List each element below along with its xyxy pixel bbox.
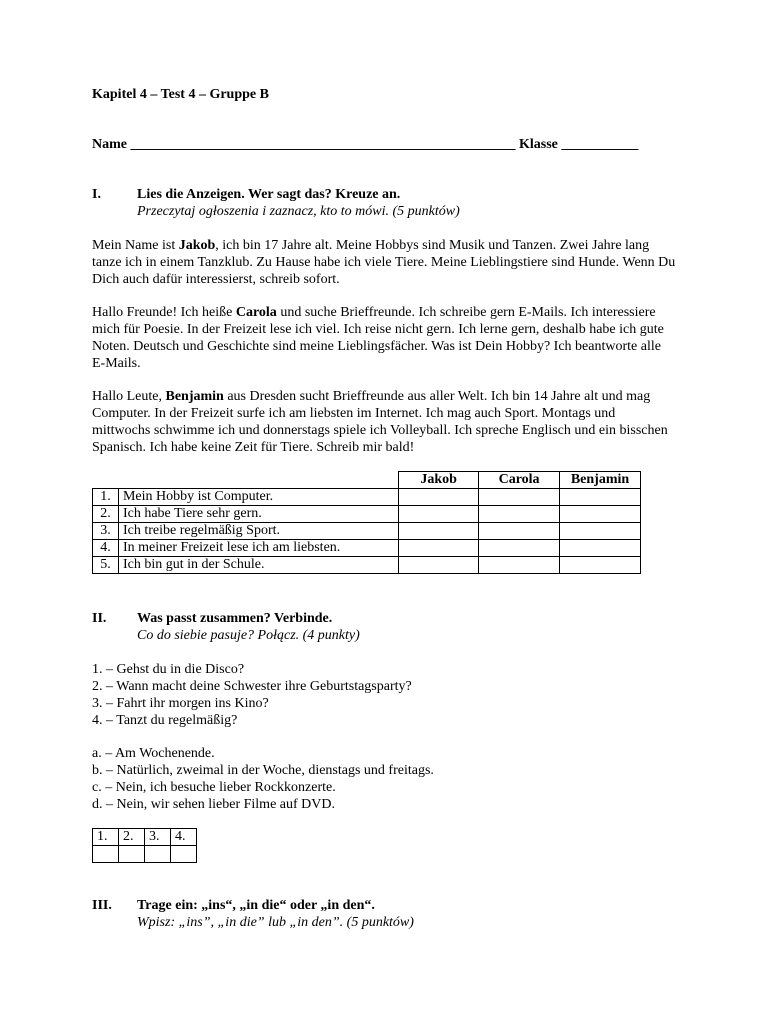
answer-cell[interactable] — [560, 540, 641, 557]
grid-answer-row — [93, 846, 197, 863]
blank-cell — [93, 472, 119, 489]
row-number: 5. — [93, 557, 119, 574]
ad-carola — [92, 304, 677, 372]
table-row — [93, 489, 641, 506]
row-statement: In meiner Freizeit lese ich am liebsten. — [118, 540, 398, 557]
table-header-row — [93, 472, 641, 489]
answer-cell[interactable] — [560, 523, 641, 540]
answer-cell[interactable] — [479, 540, 560, 557]
grid-label: 3. — [145, 829, 171, 846]
section-3-number: III. — [92, 898, 112, 913]
answer-cell[interactable] — [560, 489, 641, 506]
col-jakob: Jakob — [399, 472, 479, 489]
section-2-subtitle: Co do siebie pasuje? Połącz. (4 punkty) — [137, 628, 360, 643]
row-statement: Mein Hobby ist Computer. — [118, 489, 398, 506]
section-2-number: II. — [92, 611, 107, 626]
answer-cell[interactable] — [479, 523, 560, 540]
row-statement: Ich habe Tiere sehr gern. — [118, 506, 398, 523]
row-number: 3. — [93, 523, 119, 540]
ad-carola-name: Carola — [235, 305, 277, 320]
grid-answer-cell[interactable] — [93, 846, 119, 863]
answer-cell[interactable] — [399, 540, 479, 557]
col-carola: Carola — [479, 472, 560, 489]
row-number: 1. — [93, 489, 119, 506]
table-row — [93, 523, 641, 540]
question-4: 4. – Tanzt du regelmäßig? — [92, 713, 238, 728]
question-2: 2. – Wann macht deine Schwester ihre Geburtstagsparty? — [92, 679, 412, 694]
answer-c: c. – Nein, ich besuche lieber Rockkonzerte. — [92, 780, 336, 795]
answer-cell[interactable] — [399, 557, 479, 574]
ad-jakob-body: , ich bin 17 Jahre alt. Meine Hobbys sind Musik und Tanzen. Zwei Jahre lang tanze ich in einem Tanzklub. Zu Hause habe ich viele Tiere. Meine Lieblingstiere sind Hunde. Wenn Du Dich auch dafür interessierst, schreib sofort. — [92, 238, 676, 287]
question-1: 1. – Gehst du in die Disco? — [92, 662, 245, 677]
answer-cell[interactable] — [399, 506, 479, 523]
answer-d: d. – Nein, wir sehen lieber Filme auf DVD. — [92, 797, 335, 812]
page-title: Kapitel 4 – Test 4 – Gruppe B — [92, 87, 269, 102]
section-2-title: Was passt zusammen? Verbinde. — [137, 611, 333, 626]
grid-answer-cell[interactable] — [171, 846, 197, 863]
row-number: 2. — [93, 506, 119, 523]
grid-label: 1. — [93, 829, 119, 846]
row-number: 4. — [93, 540, 119, 557]
table-row — [93, 540, 641, 557]
section-1-subtitle: Przeczytaj ogłoszenia i zaznacz, kto to mówi. (5 punktów) — [137, 204, 460, 219]
answer-a: a. – Am Wochenende. — [92, 746, 215, 761]
question-3: 3. – Fahrt ihr morgen ins Kino? — [92, 696, 269, 711]
table-row — [93, 557, 641, 574]
answer-cell[interactable] — [399, 489, 479, 506]
ad-benjamin-name: Benjamin — [165, 389, 224, 404]
grid-label: 2. — [119, 829, 145, 846]
ad-benjamin-body: aus Dresden sucht Brieffreunde aus aller Welt. Ich bin 14 Jahre alt und mag Computer. In der Freizeit surfe ich am liebsten im Internet. Ich mag auch Sport. Montags und mittwochs schwimme ich und donnerstags spiele ich Volleyball. Ich spreche Englisch und ein bisschen Spanisch. Ich habe keine Zeit für Tiere. Schreib mir bald! — [92, 389, 668, 455]
row-statement: Ich treibe regelmäßig Sport. — [118, 523, 398, 540]
answer-cell[interactable] — [479, 489, 560, 506]
ad-jakob-name: Jakob — [178, 238, 216, 253]
grid-label-row — [93, 829, 197, 846]
name-class-line: Name _______________________________________________________ Klasse ___________ — [92, 137, 639, 152]
ad-jakob-intro: Mein Name ist — [92, 238, 179, 253]
matching-grid — [92, 828, 197, 863]
col-benjamin: Benjamin — [560, 472, 641, 489]
ad-jakob — [92, 237, 677, 288]
answer-cell[interactable] — [399, 523, 479, 540]
ad-benjamin — [92, 388, 677, 456]
answer-cell[interactable] — [479, 506, 560, 523]
answer-b: b. – Natürlich, zweimal in der Woche, dienstags und freitags. — [92, 763, 434, 778]
row-statement: Ich bin gut in der Schule. — [118, 557, 398, 574]
section-3-subtitle: Wpisz: „ins”, „in die” lub „in den”. (5 punktów) — [137, 915, 414, 930]
ad-carola-intro: Hallo Freunde! Ich heiße — [92, 305, 236, 320]
answer-table-1 — [92, 471, 641, 574]
section-1-number: I. — [92, 187, 101, 202]
blank-cell — [118, 472, 398, 489]
table-row — [93, 506, 641, 523]
answer-cell[interactable] — [479, 557, 560, 574]
grid-label: 4. — [171, 829, 197, 846]
grid-answer-cell[interactable] — [119, 846, 145, 863]
section-3-title: Trage ein: „ins“, „in die“ oder „in den“. — [137, 898, 375, 913]
section-1-title: Lies die Anzeigen. Wer sagt das? Kreuze an. — [137, 187, 401, 202]
ad-benjamin-intro: Hallo Leute, — [92, 389, 166, 404]
grid-answer-cell[interactable] — [145, 846, 171, 863]
answer-cell[interactable] — [560, 557, 641, 574]
answer-cell[interactable] — [560, 506, 641, 523]
ad-carola-body: und suche Brieffreunde. Ich schreibe gern E-Mails. Ich interessiere mich für Poesie. In der Freizeit lese ich viel. Ich reise nicht gern. Ich lerne gern, deshalb habe ich gute Noten. Deutsch und Geschichte sind meine Lieblingsfächer. Was ist Dein Hobby? Ich beantworte alle E-Mails. — [92, 305, 664, 371]
